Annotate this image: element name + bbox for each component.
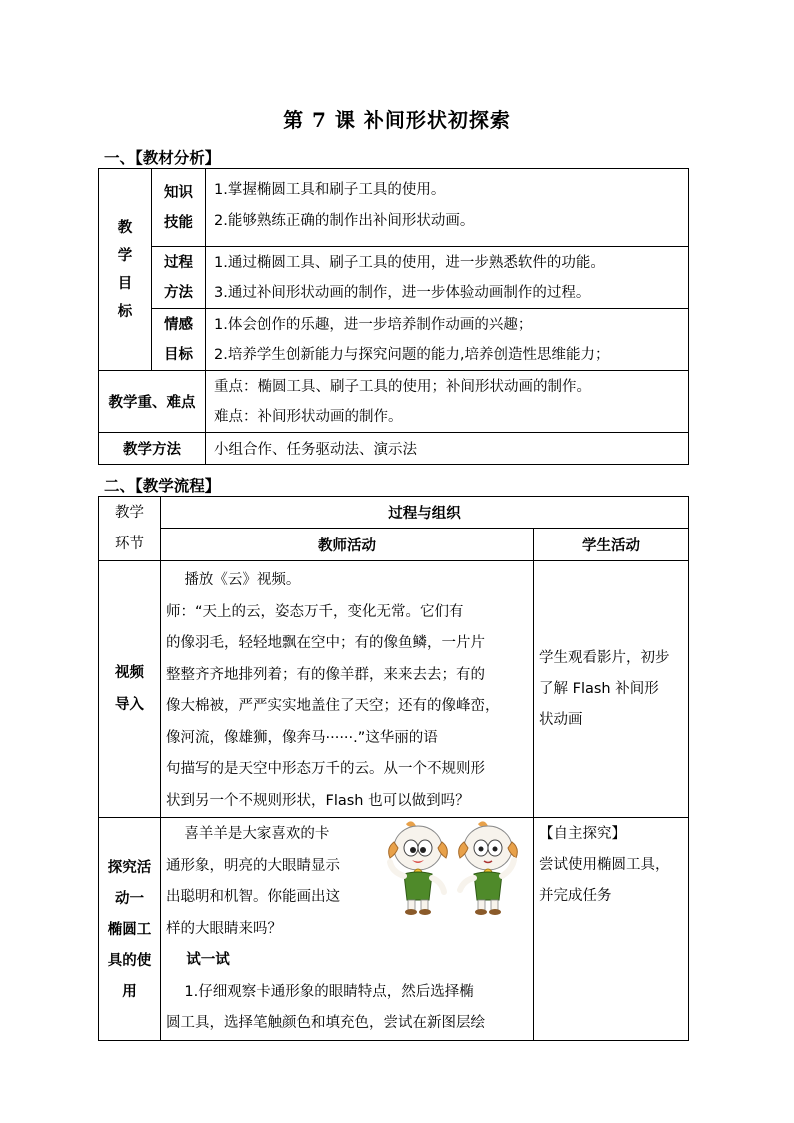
goal-label: 技能 — [164, 214, 193, 231]
stage-label-line: 探究活 — [107, 860, 152, 877]
stage-label-line: 视频 — [115, 665, 144, 681]
stage-header-line: 教学 — [115, 504, 144, 521]
key-point-line: 难点：补间形状动画的制作。 — [214, 408, 403, 425]
teacher-text-line: 1.仔细观察卡通形象的眼睛特点，然后选择椭 — [166, 983, 474, 1000]
stage-label-line: 动一 — [115, 891, 144, 908]
goal-header-cell — [99, 169, 152, 371]
teacher-activity-video — [161, 561, 534, 818]
teacher-text-line: 圆工具，选择笔触颜色和填充色，尝试在新图层绘 — [166, 1015, 485, 1031]
method-label: 教学方法 — [99, 433, 206, 465]
student-text-line: 状动画 — [539, 711, 583, 728]
goal-label-cell — [152, 247, 206, 309]
stage-label-line: 具的使 — [107, 953, 152, 970]
goal-content-line: 2.培养学生创新能力与探究问题的能力,培养创造性思维能力； — [214, 346, 610, 363]
goal-label: 方法 — [164, 284, 193, 301]
teacher-activity-header: 教师活动 — [161, 529, 534, 561]
goal-char: 学 — [117, 247, 133, 264]
key-points-content — [206, 371, 689, 433]
goal-content-cell — [206, 247, 689, 309]
stage-label-explore — [99, 818, 161, 1041]
student-text-line: 并完成任务 — [539, 888, 612, 904]
sheep-right — [459, 821, 518, 915]
section-heading-process: 二、【教学流程】 — [104, 477, 221, 495]
stage-label-line: 用 — [122, 984, 137, 1001]
teacher-text-line: 的像羽毛，轻轻地飘在空中；有的像鱼鳞，一片片 — [166, 635, 485, 651]
page-title: 第 7 课 补间形状初探索 — [283, 108, 511, 132]
key-point-line: 重点：椭圆工具、刷子工具的使用；补间形状动画的制作。 — [214, 378, 591, 395]
process-table — [98, 496, 689, 1041]
sheep-left — [389, 821, 448, 915]
try-it-label: 试一试 — [166, 952, 230, 968]
student-text-line: 【自主探究】 — [539, 826, 626, 842]
stage-label-line: 椭圆工 — [107, 922, 152, 939]
process-group-header: 过程与组织 — [161, 497, 689, 529]
goal-content-line: 1.通过椭圆工具、刷子工具的使用，进一步熟悉软件的功能。 — [214, 254, 605, 271]
teacher-text-line: 像大棉被，严严实实地盖住了天空；还有的像峰峦， — [166, 698, 500, 714]
goal-char: 目 — [117, 275, 133, 292]
teacher-text-line: 喜羊羊是大家喜欢的卡 — [166, 826, 330, 842]
teacher-text-line: 句描写的是天空中形态万千的云。从一个不规则形 — [166, 761, 485, 777]
cartoon-sheep-illustration — [384, 818, 522, 916]
goal-content-line: 2.能够熟练正确的制作出补间形状动画。 — [214, 213, 475, 229]
teacher-text-line: 通形象，明亮的大眼睛显示 — [166, 857, 340, 874]
teacher-text-line: 播放《云》视频。 — [166, 572, 301, 588]
stage-header-line: 环节 — [115, 535, 144, 552]
goal-label-cell — [152, 309, 206, 371]
section-heading-analysis: 一、【教材分析】 — [104, 149, 221, 167]
goal-char: 标 — [117, 303, 133, 320]
teacher-text-line: 整整齐齐地排列着；有的像羊群，来来去去；有的 — [166, 666, 485, 683]
stage-header — [99, 497, 161, 561]
stage-label-line: 导入 — [115, 697, 144, 713]
goal-content-line: 3.通过补间形状动画的制作，进一步体验动画制作的过程。 — [214, 284, 591, 301]
goal-label: 知识 — [164, 184, 193, 201]
key-points-label: 教学重、难点 — [99, 371, 206, 433]
teacher-text-line: 样的大眼睛来吗？ — [166, 920, 282, 937]
teacher-text-line: 师：“天上的云，姿态万千，变化无常。它们有 — [166, 603, 464, 620]
sheep-image — [384, 818, 522, 916]
student-activity-explore — [534, 818, 689, 1041]
analysis-table — [98, 168, 689, 465]
goal-label: 情感 — [164, 316, 193, 333]
goal-char: 教 — [117, 219, 133, 236]
goal-content-cell — [206, 169, 689, 247]
goal-label-cell — [152, 169, 206, 247]
teacher-text-line: 像河流，像雄狮，像奔马······.”这华丽的语 — [166, 729, 438, 746]
method-content: 小组合作、任务驱动法、演示法 — [206, 433, 689, 465]
student-text-line: 了解 Flash 补间形 — [539, 680, 659, 697]
goal-content-line: 1.体会创作的乐趣，进一步培养制作动画的兴趣； — [214, 316, 533, 333]
goal-label: 过程 — [164, 254, 193, 271]
stage-label-video — [99, 561, 161, 818]
goal-label: 目标 — [164, 346, 193, 363]
goal-content-line: 1.掌握椭圆工具和刷子工具的使用。 — [214, 182, 446, 198]
student-text-line: 学生观看影片，初步 — [539, 649, 670, 666]
teacher-text-line: 出聪明和机智。你能画出这 — [166, 889, 340, 905]
student-text-line: 尝试使用椭圆工具， — [539, 857, 670, 873]
teacher-text-line: 状到另一个不规则形状，Flash 也可以做到吗？ — [166, 792, 470, 809]
goal-content-cell — [206, 309, 689, 371]
student-activity-video — [534, 561, 689, 818]
student-activity-header: 学生活动 — [534, 529, 689, 561]
